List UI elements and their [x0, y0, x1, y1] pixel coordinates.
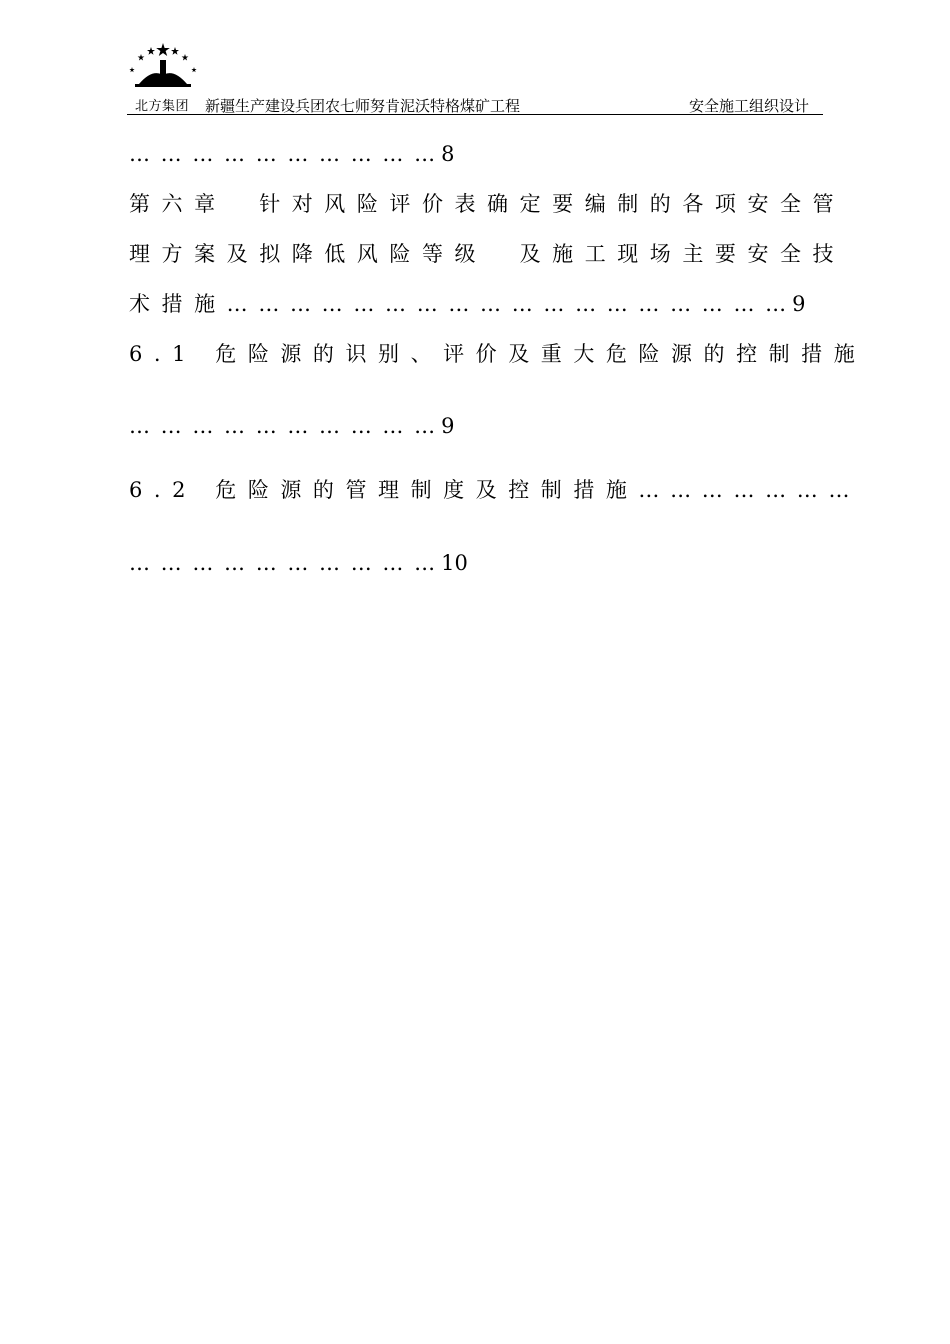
toc-chapter-6-heading-cont: 理方案及拟降低风险等级 及施工现场主要安全技 — [129, 242, 846, 266]
toc-section-6-2 — [129, 476, 851, 504]
toc-entry-text: 6.2 危险源的管理制度及控制措施 — [129, 478, 639, 502]
toc-leader-dots: … … … … … … … … … … — [129, 551, 438, 575]
toc-leader-dots: … … … … … … … … … … — [129, 142, 438, 166]
document-title: 安全施工组织设计 — [688, 97, 809, 115]
toc-leader-dots: … … … … … … … … … … — [129, 414, 438, 438]
toc-page-number: 9 — [792, 292, 806, 316]
org-name: 北方集团 — [135, 99, 190, 114]
toc-chapter-6-entry-end — [129, 290, 815, 318]
toc-chapter-6-heading: 第六章 针对风险评价表确定要编制的各项安全管 — [129, 192, 846, 216]
toc-entry-text: 术措施 — [129, 292, 227, 316]
header-rule — [127, 114, 823, 115]
toc-leader-dots: … … … … … … … … … … … … … … … … … … — [226, 292, 789, 316]
toc-leader-dots: … … … … … … … — [638, 478, 852, 502]
toc-section-6-1: 6.1 危险源的识别、评价及重大危险源的控制措施 — [129, 342, 867, 366]
toc-section-6-2-leader — [129, 549, 468, 577]
page-header — [127, 40, 823, 116]
toc-page-number: 9 — [441, 414, 455, 438]
toc-page-number: 10 — [441, 551, 468, 575]
company-logo-icon — [127, 40, 199, 90]
toc-line-continuation — [129, 140, 454, 168]
toc-page-number: 8 — [441, 142, 455, 166]
toc-section-6-1-leader — [129, 412, 454, 440]
project-name: 新疆生产建设兵团农七师努肯泥沃特格煤矿工程 — [205, 97, 521, 115]
